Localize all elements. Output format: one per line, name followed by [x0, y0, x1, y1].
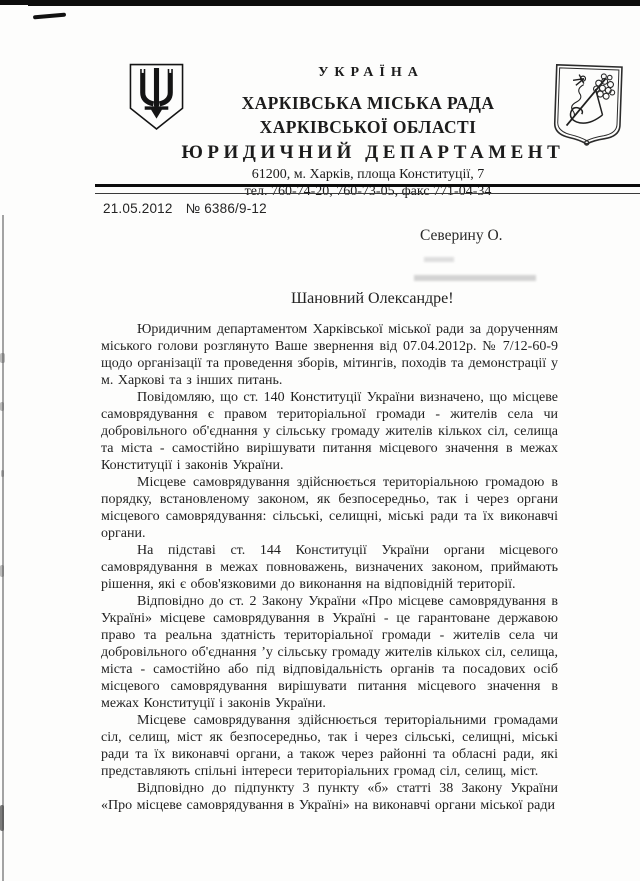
scan-artifact-smudge — [0, 565, 4, 577]
body-paragraph: На підставі ст. 144 Конституції України органи місцевого самоврядування в межах повноважень, визначених законом, приймають рішення, які є обов'язковими до виконання на відповідній території. — [101, 543, 558, 592]
scan-artifact-corner-block — [0, 0, 29, 5]
phone-line: тел. 760-74-20, 760-73-05, факс 771-04-34 — [244, 184, 492, 199]
country-title: УКРАЇНА — [318, 65, 424, 80]
scan-artifact-smudge — [1, 470, 4, 477]
body-paragraph: Юридичним департаментом Харківської міської ради за дорученням міського голови розглянуто Ваше звернення від 07.04.2012р. № 7/12-60-9 щодо організації та проведення зборів, мітингів, походів та демонстрації у м. Харкові та з інших питань. — [101, 322, 558, 388]
letter-number: № 6386/9-12 — [185, 201, 267, 216]
council-title: ХАРКІВСЬКА МІСЬКА РАДА — [241, 93, 495, 113]
scan-artifact-smudge — [0, 805, 4, 831]
reference-line — [103, 201, 267, 216]
letter-date: 21.05.2012 — [103, 201, 173, 216]
body-paragraph: Відповідно до ст. 2 Закону України «Про місцеве самоврядування в Україні» місцеве самоврядування в Україні - це гарантоване державою право та реальна здатність територіальної громади - жителів села чи добровільного об'єднання ʼу сільську громаду жителів кількох сіл, селища, міста - самостійно або під відповідальність органів та посадових осіб місцевого самоврядування вирішувати питання місцевого значення в межах Конституції і законів України. — [101, 594, 558, 711]
body-paragraph: Місцеве самоврядування здійснюється територіальною громадою в порядку, встановленому законом, як безпосередньо, так і через органи місцевого самоврядування: сільські, селищні, міські ради та їх виконавчі органи. — [101, 475, 558, 541]
scan-artifact-top-strip — [28, 0, 640, 6]
body-paragraph: Повідомляю, що ст. 140 Конституції України визначено, що місцеве самоврядування є правом територіальної громади - жителів села чи добровільного об'єднання у сільську громаду жителів кількох сіл, селища та міста - самостійно вирішувати питання місцевого значення в межах Конституції і законів України. — [101, 390, 558, 473]
scan-artifact-left-edge-line — [2, 215, 4, 881]
faded-address-line — [424, 257, 454, 262]
region-title: ХАРКІВСЬКОЇ ОБЛАСТІ — [259, 116, 477, 137]
salutation: Шановний Олександре! — [291, 290, 454, 307]
letter-body — [101, 321, 558, 814]
faded-address-line — [414, 275, 536, 281]
body-paragraph: Відповідно до підпункту 3 пункту «б» статті 38 Закону України «Про місцеве самоврядування в Україні» на виконавчі органи міської ради — [101, 781, 558, 813]
postal-address: 61200, м. Харків, площа Конституції, 7 — [251, 167, 485, 182]
scan-artifact-dash — [33, 13, 66, 19]
recipient-name: Северину О. — [420, 227, 503, 244]
department-title: ЮРИДИЧНИЙ ДЕПАРТАМЕНТ — [181, 142, 565, 163]
header-divider — [95, 184, 640, 194]
ukraine-trident-icon — [128, 62, 185, 132]
body-paragraph: Місцеве самоврядування здійснюється територіальними громадами сіл, селищ, міст як безпосередньо, так і через сільські, селищні, міські ради та їх виконавчі органи, а також через районні та обласні ради, які представляють спільні інтереси територіальних громад сіл, селищ, міст. — [101, 713, 558, 779]
letterhead — [181, 65, 565, 199]
kharkiv-coat-of-arms-icon — [550, 62, 627, 150]
scan-artifact-smudge — [0, 353, 5, 363]
scan-artifact-smudge — [0, 402, 4, 411]
